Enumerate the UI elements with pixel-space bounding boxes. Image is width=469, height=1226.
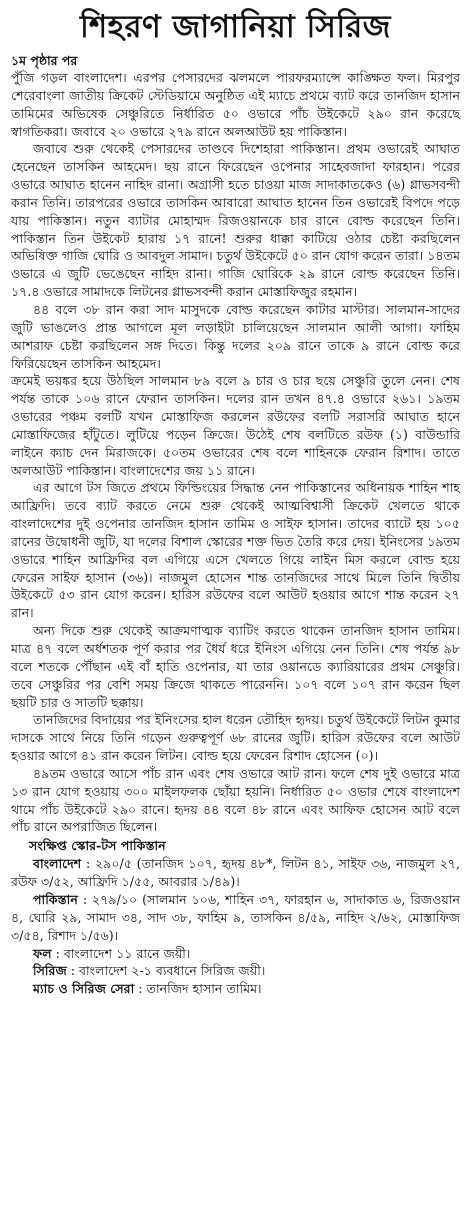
article-body <box>11 69 460 836</box>
scorecard <box>11 837 460 998</box>
scorecard-text: : ২৯০/৫ (তানজিদ ১০৭, হৃদয় ৪৮*, লিটন ৪১, সাইফ ৩৬, নাজমুল ২৭, রউফ ৩/৫২, আফ্রিদি ১/৫৫, আবরার ১/৪৯)। <box>11 856 460 890</box>
continued-from-label: ১ম পৃষ্ঠার পর <box>11 53 78 68</box>
scorecard-label: বাংলাদেশ <box>33 856 82 872</box>
scorecard-label: পাকিস্তান <box>33 891 78 907</box>
scorecard-line <box>11 980 460 998</box>
scorecard-line <box>11 962 460 980</box>
paragraph-4: ক্রমেই ভয়ঙ্কর হয়ে উঠছিল সালমান ৮৯ বলে ৯ চার ও চার ছয়ে সেঞ্চুরি তুলে নেন। শেষ পর্যন্ত তাকে ১০৬ রানে ফেরান তাসকিন। দলের রান তখন ৪৭.৪ ওভারে ২৬১। ১৯তম ওভারের পঞ্চম বলটি যখন মোস্তাফিজ করলেন রউফের বলটি সরাসরি আঘাত হানে মোস্তাফিজের হাঁটুতে। লুটিয়ে পড়েন ক্রিজে। উঠেই শেষ বলটিতে রউফ (১) বাউন্ডারি লাইনে ক্যাচ দেন মিরাজকে। ৫০তম ওভারের শেষ বলে শাহিনকে ফেরান রিশাদ। তাতে অলআউট পাকিস্তান। বাংলাদেশের জয় ১১ রানে। <box>11 373 460 478</box>
scorecard-line <box>11 891 460 945</box>
paragraph-8: ৪৯তম ওভারে আসে পাঁচ রান এবং শেষ ওভারে আট রান। ফলে শেষ দুই ওভারে মাত্র ১৩ রান যোগ হওয়ায় ৩০০ মাইলফলক ছোঁয়া হয়নি। নির্ধারিত ৫০ ওভার শেষে বাংলাদেশ থামে পাঁচ উইকেটে ২৯০ রানে। হৃদয় ৪৪ বলে ৪৮ রানে এবং আফিফ হোসেন আট বলে পাঁচ রানে অপরাজিত ছিলেন। <box>11 765 460 835</box>
scorecard-text: : তানজিদ হাসান তামিম। <box>134 981 262 997</box>
paragraph-1: পুঁজি গড়ল বাংলাদেশ। এরপর পেসারদের ঝলমলে পারফরম্যান্সে কাঙ্ক্ষিত ফল। মিরপুর শেরেবাংলা জাতীয় ক্রিকেট স্টেডিয়ামে অনুষ্ঠিত এই ম্যাচে প্রথমে ব্যাট করে তানজিদ হাসান তামিমের অভিষেক সেঞ্চুরিতে নির্ধারিত ৫০ ওভারে পাঁচ উইকেটে ২৯০ রান করেছে স্বাগতিকরা। জবাবে ২০ ওভারে ২৭৯ রানে অলআউট হয় পাকিস্তান। <box>11 70 460 139</box>
scorecard-line <box>11 945 460 963</box>
paragraph-3: ৪৪ বলে ৩৮ রান করা সাদ মাসুদকে বোল্ড করেছেন কাটার মাস্টার। সালমান-সাদের জুটি ভাঙলেও প্রান্ত আগলে মূল লড়াইটা চালিয়েছেন সালমান আলী আগা। ফাহিম আশরাফ চেষ্টা করছিলেন সঙ্গ দিতে। কিন্তু দলের ২০৯ রানে তাকে ৯ রানে বোল্ড করে ফিরিয়েছেন তাসকিন আহমেদ। <box>11 301 460 371</box>
scorecard-text: : ২৭৯/১০ (সালমান ১০৬, শাহিন ৩৭, ফারহান ৬, সাদাকাত ৬, রিজওয়ান ৪, ঘোরি ২৯, সামাদ ৩৪, সাদ ৩৮, ফাহিম ৯, তাসকিন ৪/৫৯, নাহিদ ২/৬২, মোস্তাফিজ ৩/৫৪, রিশাদ ১/৫৬)। <box>11 891 460 943</box>
scorecard-label: সিরিজ <box>33 963 67 979</box>
scorecard-label: ম্যাচ ও সিরিজ সেরা <box>33 981 135 997</box>
scorecard-label: ফল <box>33 945 52 961</box>
paragraph-5: এর আগে টস জিতে প্রথমে ফিল্ডিংয়ের সিদ্ধান্ত নেন পাকিস্তানের অধিনায়ক শাহিন শাহ আফ্রিদি। তবে ব্যাট করতে নেমে শুরু থেকেই আত্মবিশ্বাসী ক্রিকেট খেলতে থাকে বাংলাদেশের দুই ওপেনার তানজিদ হাসান তামিম ও সাইফ হাসান। তাদের ব্যাটে হয় ১০৫ রানের উদ্বোধনী জুটি, যা দলের বিশাল স্কোরের শক্ত ভিত তৈরি করে দেয়। ইনিংসের ১৯তম ওভারে শাহিন আফ্রিদির বল এগিয়ে এসে খেলতে গিয়ে লাইন মিস করলে বোল্ড হয়ে ফেরেন সাইফ হাসান (৩৬)। নাজমুল হোসেন শান্ত তানজিদের সাথে মিলে তিনি দ্বিতীয় উইকেটে ৫৩ রান যোগ করেন। হারিস রউফের বলে আউট হওয়ার আগে শান্ত করেন ২৭ রান। <box>11 480 460 621</box>
scorecard-line <box>11 855 460 891</box>
scorecard-text: : বাংলাদেশ ২-১ ব্যবধানে সিরিজ জয়ী। <box>66 963 266 979</box>
paragraph-2: জবাবে শুরু থেকেই পেসারদের তাণ্ডবে দিশেহারা পাকিস্তান। প্রথম ওভারেই আঘাত হেনেছেন তাসকিন আহমেদ। ছয় রানে ফিরেছেন ওপেনার সাহেবজাদা ফারহান। পরের ওভারে আঘাত হানেন নাহিদ রানা। অগ্রাসী হতে চাওয়া মাজ সাদাকাতকেও (৬) গ্লাভসবন্দী করান তিনি। তারপরের ওভারে তাসকিন আবারো আঘাত হানেন তিন ওভারেই বিপদে পড়ে যায় পাকিস্তান। নতুন ব্যাটার মোহাম্মদ রিজওয়ানকে চার রানে বোল্ড করেছেন তিনি। পাকিস্তান তিন উইকেট হারায় ১৭ রানে! শুরুর ধাক্কা কাটিয়ে ওঠার চেষ্টা করছিলেন অভিষিক্ত গাজি ঘোরি ও আবদুল সামাদ। চতুর্থ উইকেটে ৫০ রান যোগ করেন তারা। ১৪তম ওভারে এ জুটি ভেঙেছেন নাহিদ রানা। গাজি ঘোরিকে ২৯ রানে বোল্ড করেছেন তিনি। ১৭.৪ ওভারে সামাদকে লিটনের গ্লাভসবন্দী করান মোস্তাফিজুর রহমান। <box>11 141 460 300</box>
article-headline: শিহরণ জাগানিয়া সিরিজ <box>79 9 392 45</box>
scorecard-heading: সংক্ষিপ্ত স্কোর-টস পাকিস্তান <box>29 838 166 854</box>
paragraph-7: তানজিদের বিদায়ের পর ইনিংসের হাল ধরেন তৌহিদ হৃদয়। চতুর্থ উইকেটে লিটন কুমার দাসকে সাথে নিয়ে তিনি গড়েন গুরুত্বপূর্ণ ৬৮ রানের জুটি। হারিস রউফের বলে আউট হওয়ার আগে ৪১ রান করেন লিটন। বোল্ড হয়ে ফেরেন রিশাদ হোসেন (০)। <box>11 712 460 764</box>
scorecard-text: : বাংলাদেশ ১১ রানে জয়ী। <box>51 945 191 961</box>
paragraph-6: অন্য দিকে শুরু থেকেই আক্রমণাত্মক ব্যাটিং করতে থাকেন তানজিদ হাসান তামিম। মাত্র ৪৭ বলে অর্ধশতক পূর্ণ করার পর ধৈর্য ধরে ইনিংস এগিয়ে নেন তিনি। শেষ পর্যন্ত ৯৮ বলে শতকে পৌঁছান এই বাঁ হাতি ওপেনার, যা তার ওয়ানডে ক্যারিয়ারের প্রথম সেঞ্চুরি। তবে সেঞ্চুরির পর বেশি সময় ক্রিজে থাকতে পারেননি। ১০৭ বলে ১০৭ রান করেন ছিল ছয়টি চার ও সাতটি ছক্কায়। <box>11 623 460 710</box>
